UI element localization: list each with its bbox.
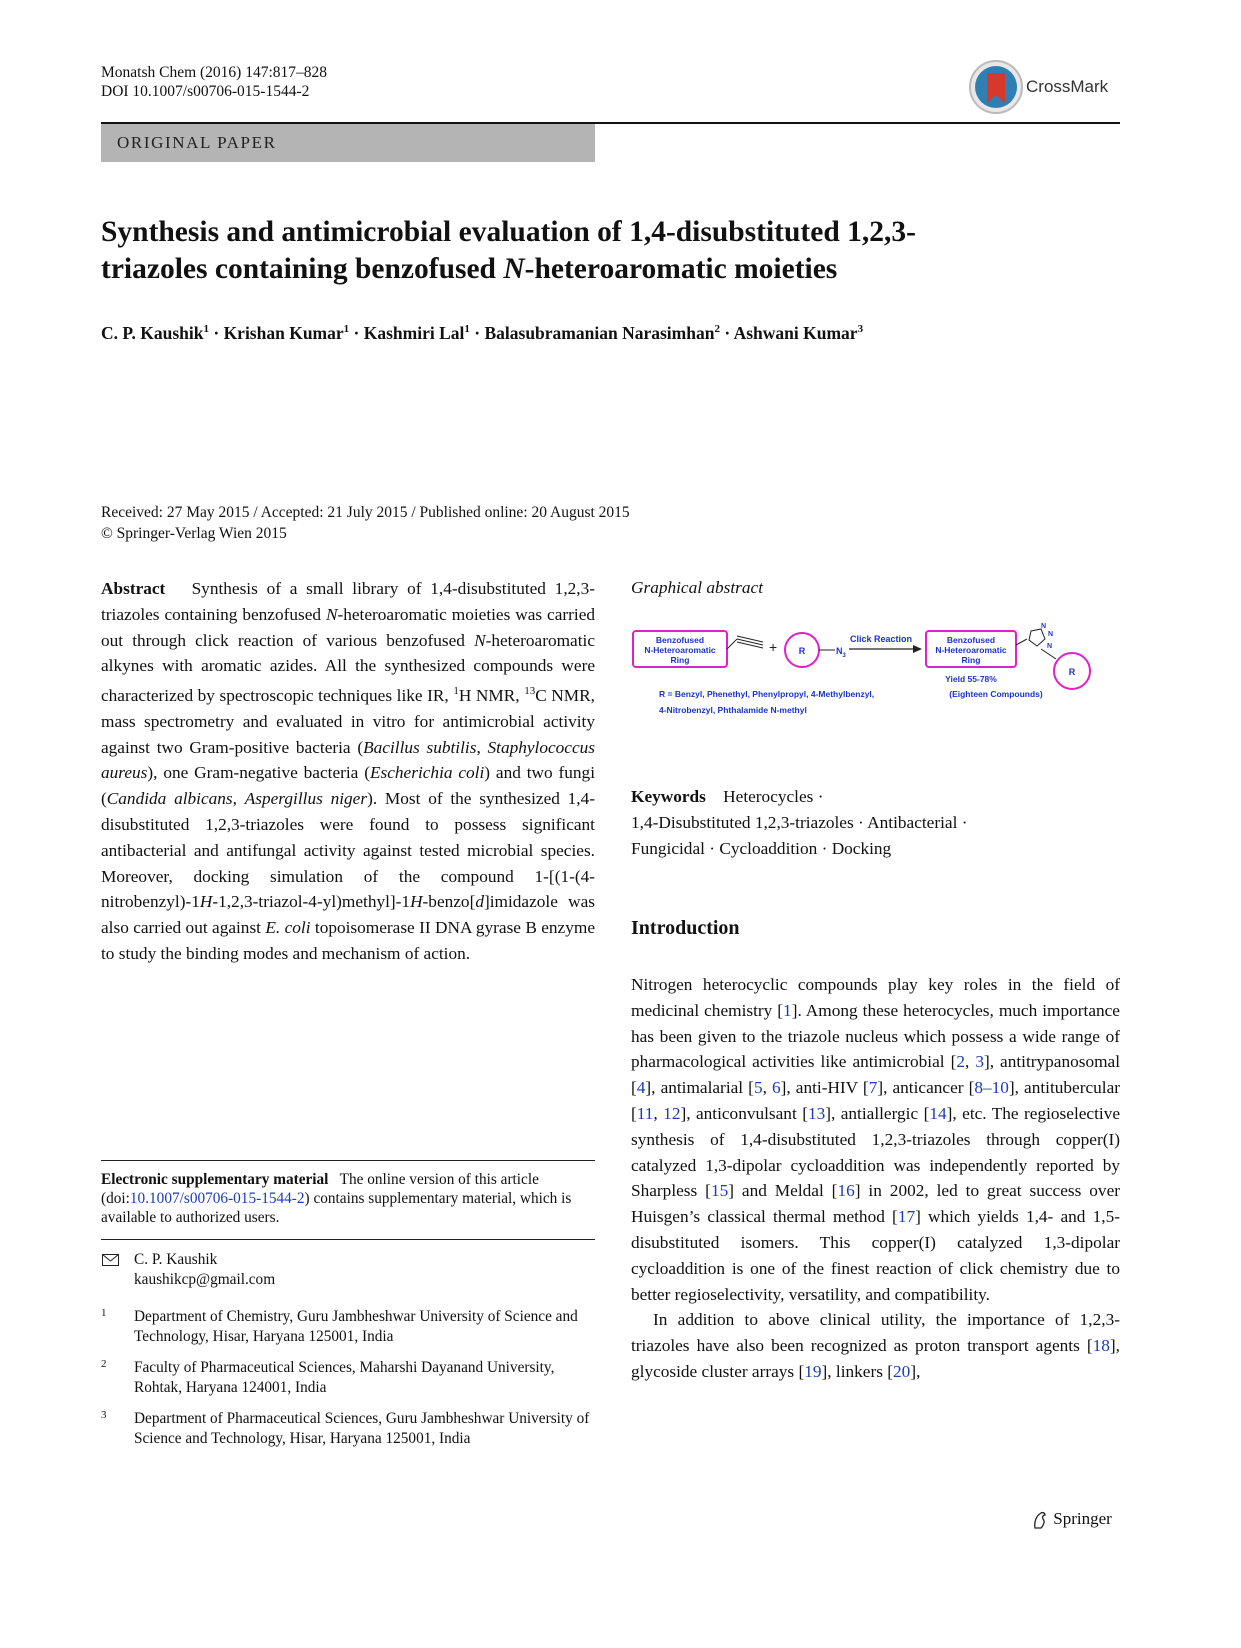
citation-link[interactable]: 13 — [807, 1103, 826, 1123]
citation-link[interactable]: 2 — [956, 1052, 965, 1072]
citation-link[interactable]: 17 — [897, 1207, 916, 1227]
abstract: Abstract Synthesis of a small library of 1,4-disubstituted 1,2,3-triazoles containing benzofused N-heteroaromatic moieties was carried out through click reaction of various benzofused N-heteroaromatic alkynes with aromatic azides. All the synthesized compounds were characterized by spectroscopic techniques like IR, $^1$H NMR, $^{13}$C NMR, mass spectrometry and evaluated in vitro for antimicrobial activity against two Gram-positive bacteria (Bacillus subtilis, Staphylococcus aureus), one Gram-negative bacteria (Escherichia coli) and two fungi (Candida albicans, Aspergillus niger). Most of the synthesized 1,4-disubstituted 1,2,3-triazoles were found to possess significant antibacterial and antifungal activity against tested microbial species. Moreover, docking simulation of the compound 1-[(1-(4-nitrobenzyl)-1H-1,2,3-triazol-4-yl)methyl]-1H-benzo[d]imidazole was also carried out against E. coli topoisomerase II DNA gyrase B enzyme to study the binding modes and mechanism of action. — [101, 579, 596, 963]
author: Kashmiri Lal$^1$ — [363, 323, 470, 343]
copyright-line: © Springer-Verlag Wien 2015 — [101, 525, 287, 542]
keyword: 1,4-Disubstituted 1,2,3-triazoles — [631, 812, 854, 832]
citation-link[interactable]: 15 — [710, 1181, 729, 1201]
box2-line: Benzofused — [946, 635, 996, 645]
dates-line: Received: 27 May 2015 / Accepted: 21 July 2015 / Published online: 20 August 2015 — [101, 504, 630, 521]
title-line-1: Synthesis and antimicrobial evaluation of 1,4-disubstituted 1,2,3- — [101, 216, 916, 248]
section-label: ORIGINAL PAPER — [117, 133, 277, 152]
doi: DOI 10.1007/s00706-015-1544-2 — [101, 83, 310, 100]
keyword: Fungicidal — [631, 838, 705, 858]
supplementary-note: Electronic supplementary material The online version of this article (doi:10.1007/s00706-015-1544-2) contains supplementary material, which is available to authorized users. — [101, 1171, 572, 1226]
box2-line: N-Heteroaromatic — [935, 645, 1007, 655]
journal-name: Monatsh Chem (2016) 147:817–828 — [101, 64, 328, 81]
corr-name: C. P. Kaushik — [134, 1251, 218, 1268]
corr-email[interactable]: kaushikcp@gmail.com — [134, 1271, 276, 1288]
crossmark-icon — [968, 59, 1024, 115]
abstract-label: Abstract — [101, 579, 166, 598]
graphical-abstract-figure — [631, 623, 1120, 741]
keywords-label: Keywords — [631, 787, 706, 806]
title-line-2 — [101, 251, 1101, 288]
introduction-body: Nitrogen heterocyclic compounds play key roles in the field of medicinal chemistry [1]. Among these heterocycles, much importance has been given to the triazole nucleus which possess a wide range of pharmacological activities like antimicrobial [2, 3], antitrypanosomal [4], antimalarial [5, 6], anti-HIV [7], anticancer [8–10], antitubercular [11, 12], anticonvulsant [13], antiallergic [14], etc. The regioselective synthesis of 1,4-disubstituted 1,2,3-triazoles through copper(I) catalyzed 1,3-dipolar cycloaddition was independently reported by Sharpless [15] and Meldal [16] in 2002, led to great success over Huisgen’s classical thermal method [17] which yields 1,4- and 1,5-disubstituted isomers. This copper(I) catalyzed 1,3-dipolar cycloaddition is one of the finest reaction of click chemistry due to better regioselectivity, versatility, and compatibility. In addition to above clinical utility, the importance of 1,2,3-triazoles have also been recognized as proton transport agents [18], glycoside cluster arrays [19], linkers [20], — [631, 975, 1121, 1381]
keyword: Heterocycles — [723, 787, 814, 806]
author: C. P. Kaushik$^1$ — [101, 323, 209, 343]
citation-link[interactable]: 3 — [975, 1052, 984, 1072]
citation-link[interactable]: 18 — [1092, 1336, 1110, 1356]
author-list: C. P. Kaushik$^1$ · Krishan Kumar$^1$ · Kashmiri Lal$^1$ · Balasubramanian Narasimhan$^2$ · Ashwani Kumar$^3$ — [101, 323, 864, 343]
triazole-n: N — [1047, 643, 1053, 650]
compounds-label: (Eighteen Compounds) — [949, 689, 1043, 699]
citation-link[interactable]: 14 — [929, 1103, 947, 1123]
citation-link[interactable]: 20 — [893, 1361, 911, 1381]
keywords: Keywords Heterocycles · 1,4-Disubstituted 1,2,3-triazoles · Antibacterial · Fungicidal · Cycloaddition · Docking — [631, 787, 968, 858]
plus-sign: + — [769, 639, 778, 655]
r-definition: 4-Nitrobenzyl, Phthalamide N-methyl — [659, 705, 807, 715]
citation-link[interactable]: 8–10 — [974, 1078, 1009, 1098]
arrow-label: Click Reaction — [849, 634, 913, 644]
springer-horse-icon — [1031, 1510, 1049, 1530]
keyword: Cycloaddition — [719, 838, 818, 858]
author: Krishan Kumar$^1$ — [223, 323, 350, 343]
citation-link[interactable]: 16 — [837, 1181, 855, 1201]
footnote-rule — [101, 1239, 595, 1240]
title-text: -heteroaromatic moieties — [524, 253, 838, 285]
corresponding-author — [101, 1250, 595, 1290]
citation-link[interactable]: 1 — [783, 1000, 792, 1020]
triazole-bond — [1041, 649, 1056, 659]
author: Ashwani Kumar$^3$ — [733, 323, 864, 343]
arrow-head-icon — [913, 645, 922, 653]
crossmark-badge[interactable] — [968, 59, 1120, 117]
citation-link[interactable]: 7 — [868, 1078, 878, 1098]
publisher-name: Springer — [1053, 1509, 1112, 1528]
triazole-n: N — [1048, 631, 1054, 638]
title-italic: N — [503, 253, 525, 285]
citation-link[interactable]: 5 — [753, 1078, 763, 1098]
triazole-ring-icon — [1016, 629, 1045, 646]
introduction-heading: Introduction — [631, 917, 740, 939]
citation-link[interactable]: 19 — [804, 1361, 822, 1381]
author: Balasubramanian Narasimhan$^2$ — [484, 323, 720, 343]
journal-citation — [101, 63, 327, 101]
citation-link[interactable]: 12 — [663, 1103, 681, 1123]
keyword: Docking — [831, 838, 892, 858]
publisher-logo — [1031, 1509, 1112, 1530]
citation-link[interactable]: 6 — [771, 1078, 781, 1098]
envelope-icon — [102, 1254, 119, 1266]
graphical-abstract-label: Graphical abstract — [631, 578, 764, 597]
box1-line: Ring — [670, 655, 690, 665]
yield-label: Yield 55-78% — [945, 674, 997, 684]
box1-line: N-Heteroaromatic — [644, 645, 716, 655]
alkyne-bond-icon — [727, 636, 763, 649]
box1-line: Benzofused — [655, 635, 705, 645]
doi-link[interactable]: 10.1007/s00706-015-1544-2 — [129, 1190, 305, 1207]
citation-link[interactable]: 4 — [636, 1078, 646, 1098]
keyword: Antibacterial — [867, 812, 958, 832]
paper-title — [101, 214, 1101, 288]
crossmark-label: CrossMark — [1026, 77, 1109, 96]
product-r-label: R — [1068, 667, 1076, 677]
publication-dates — [101, 502, 801, 544]
title-text: triazoles containing benzofused — [101, 253, 504, 285]
r-definition: R = Benzyl, Phenethyl, Phenylpropyl, 4-Methylbenzyl, — [659, 689, 875, 699]
footnote-rule — [101, 1160, 595, 1161]
azide-label: $N_3$ — [836, 646, 846, 659]
section-banner — [101, 124, 595, 162]
citation-link[interactable]: 11 — [636, 1103, 654, 1123]
r-label: R — [798, 646, 806, 656]
esm-label: Electronic supplementary material — [101, 1171, 329, 1188]
box2-line: Ring — [961, 655, 981, 665]
triazole-n: N — [1041, 623, 1047, 630]
